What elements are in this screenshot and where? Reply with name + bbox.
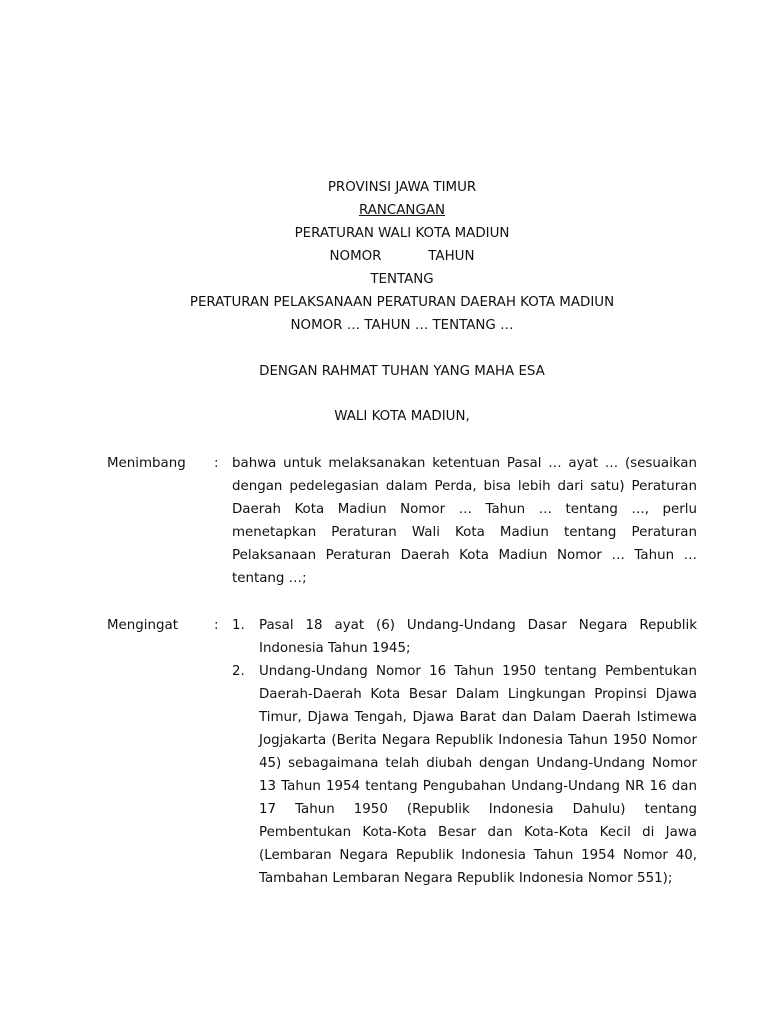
mengingat-label: Mengingat — [107, 618, 178, 633]
mengingat-item — [232, 614, 697, 660]
regulation-number-line: NOMOR TAHUN — [329, 249, 475, 264]
regulation-title: PERATURAN WALI KOTA MADIUN — [294, 226, 510, 241]
mengingat-item-number: 1. — [232, 618, 245, 633]
mengingat-list — [232, 614, 697, 890]
menimbang-colon: : — [214, 456, 219, 471]
document-header — [0, 176, 768, 428]
mengingat-item-text: Pasal 18 ayat (6) Undang-Undang Dasar Negara Republik Indonesia Tahun 1945; — [259, 618, 697, 656]
mengingat-colon: : — [214, 618, 219, 633]
about-label: TENTANG — [370, 272, 434, 287]
mayor-line: WALI KOTA MADIUN, — [334, 409, 470, 424]
menimbang-text: bahwa untuk melaksanakan ketentuan Pasal … ayat … (sesuaikan dengan pedelegasian dalam Perda, bisa lebih dari satu) Peraturan Daerah Kota Madiun Nomor … Tahun … tentang …, perlu menetapkan Peraturan Wali Kota Madiun tentang Peraturan Pelaksanaan Peraturan Daerah Kota Madiun Nomor … Tahun … tentang …; — [232, 456, 697, 586]
mengingat-item-number: 2. — [232, 664, 245, 679]
draft-label: RANCANGAN — [358, 203, 446, 218]
province-title: PROVINSI JAWA TIMUR — [327, 180, 477, 195]
blessing-line: DENGAN RAHMAT TUHAN YANG MAHA ESA — [259, 364, 545, 379]
mengingat-item — [232, 660, 697, 890]
regulation-subject: PERATURAN PELAKSANAAN PERATURAN DAERAH KOTA MADIUN — [189, 295, 615, 310]
mengingat-item-text: Undang-Undang Nomor 16 Tahun 1950 tentang Pembentukan Daerah-Daerah Kota Besar Dalam Lingkungan Propinsi Djawa Timur, Djawa Tengah, Djawa Barat dan Dalam Daerah Istimewa Jogjakarta (Berita Negara Republik Indonesia Tahun 1950 Nomor 45) sebagaimana telah diubah dengan Undang-Undang Nomor 13 Tahun 1954 tentang Pengubahan Undang-Undang NR 16 dan 17 Tahun 1950 (Republik Indonesia Dahulu) tentang Pembentukan Kota-Kota Besar dan Kota-Kota Kecil di Jawa (Lembaran Negara Republik Indonesia Tahun 1954 Nomor 40, Tambahan Lembaran Negara Republik Indonesia Nomor 551); — [259, 664, 697, 886]
regulation-subject-number: NOMOR … TAHUN … TENTANG … — [290, 318, 514, 333]
menimbang-label: Menimbang — [107, 456, 186, 471]
